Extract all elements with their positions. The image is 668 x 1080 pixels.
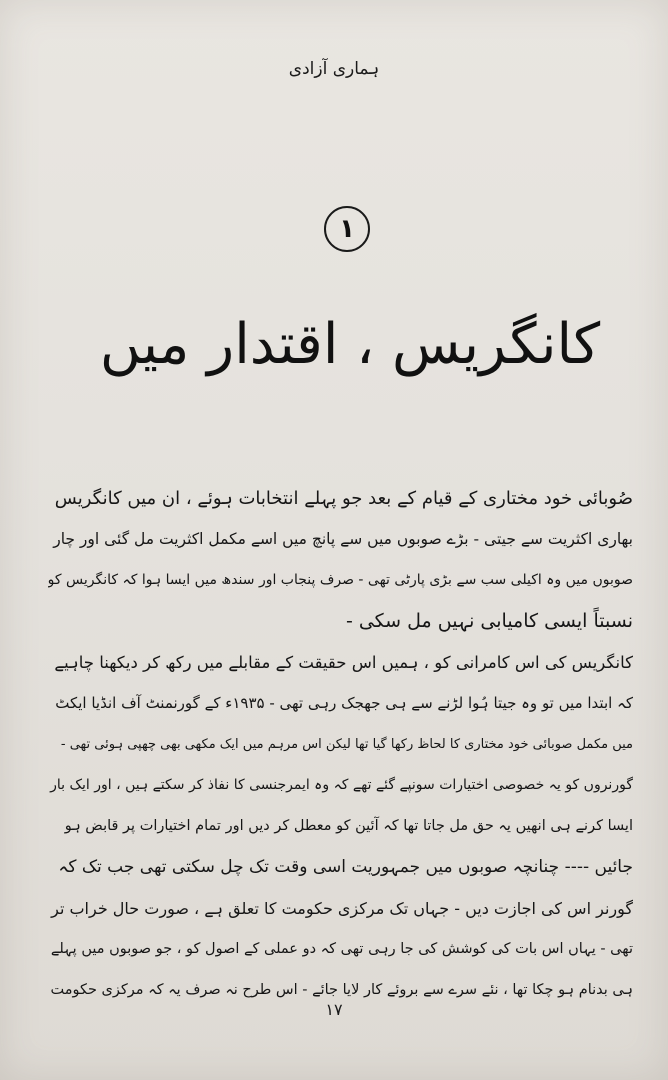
text-line: تھی - یہاں اس بات کی کوشش کی جا رہی تھی کہ دو عملی کے اصول کو ، جو صوبوں میں پہلے — [50, 941, 633, 957]
text-line: گورنروں کو یہ خصوصی اختیارات سونپے گئے تھے کہ وہ ایمرجنسی کا نفاذ کر سکتے ہیں ، اور ایک بار — [50, 777, 633, 793]
page-number: ۱۷ — [325, 1000, 343, 1019]
text-line: کہ ابتدا میں تو وہ جیتا ہُوا لڑنے سے ہی جھجک رہی تھی - ۱۹۳۵ء کے گورنمنٹ آف انڈیا ایکٹ — [55, 694, 633, 712]
running-head: ہماری آزادی — [288, 59, 380, 79]
text-line: صُوبائی خود مختاری کے قیام کے بعد جو پہلے انتخابات ہوئے ، ان میں کانگریس — [54, 488, 633, 509]
text-line: بھاری اکثریت سے جیتی - بڑے صوبوں میں سے پانچ میں اسے مکمل اکثریت مل گئی اور چار — [53, 530, 633, 548]
text-line: کانگریس کی اس کامرانی کو ، ہمیں اس حقیقت کے مقابلے میں رکھ کر دیکھنا چاہیے — [54, 653, 633, 672]
text-line: جائیں ---- چنانچہ صوبوں میں جمہوریت اسی وقت تک چل سکتی تھی جب تک کہ — [58, 857, 633, 877]
text-line: نسبتاً ایسی کامیابی نہیں مل سکی - — [345, 610, 633, 632]
text-line: میں مکمل صوبائی خود مختاری کا لحاظ رکھا گیا تھا لیکن اس مرہم میں ایک مکھی بھی چھپی ہوئی تھی - — [60, 737, 633, 752]
chapter-number-badge — [324, 206, 370, 252]
text-line: ایسا کرنے ہی انھیں یہ حق مل جاتا تھا کہ آئین کو معطل کر دیں اور تمام اختیارات پر قابض ہو — [64, 818, 633, 834]
chapter-title: کانگریس ، اقتدار میں — [99, 312, 601, 377]
text-line: ہی بدنام ہو چکا تھا ، نئے سرے سے بروئے کار لایا جائے - اس طرح نہ صرف یہ کہ مرکزی حکومت — [50, 982, 633, 998]
chapter-number: ۱ — [339, 214, 355, 244]
body-paragraphs — [48, 478, 633, 1011]
text-line: گورنر اس کی اجازت دیں - جہاں تک مرکزی حکومت کا تعلق ہے ، صورت حال خراب تر — [51, 899, 633, 918]
text-line: صوبوں میں وہ اکیلی سب سے بڑی پارٹی تھی - صرف پنجاب اور سندھ میں ایسا ہوا کہ کانگریس کو — [48, 572, 633, 588]
